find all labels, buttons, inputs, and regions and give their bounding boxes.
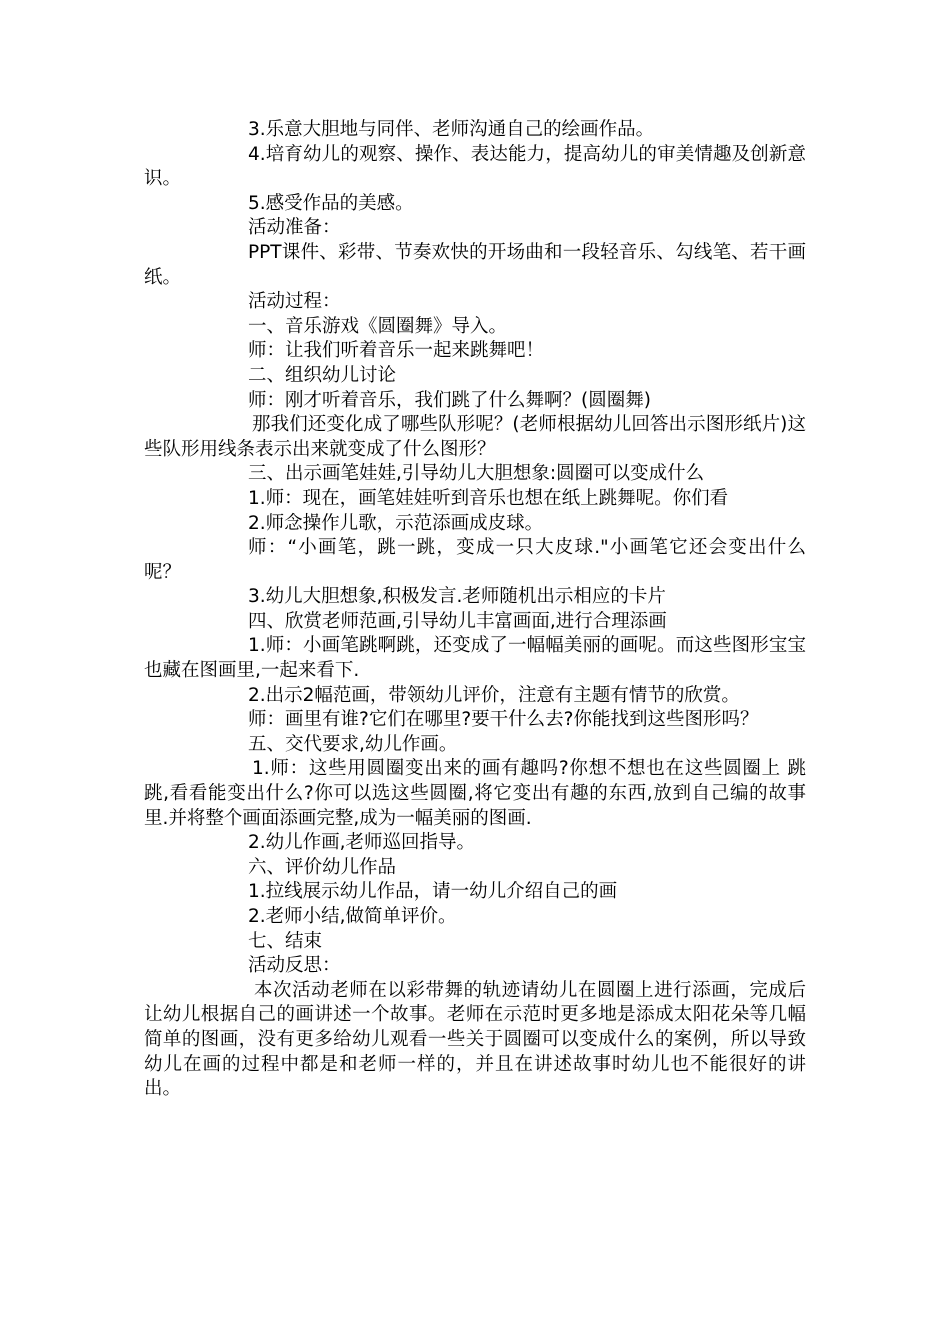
step-4-question: 师：画里有谁?它们在哪里?要干什么去?你能找到这些图形吗？: [248, 709, 759, 731]
step-4-item-1: 1.师：小画笔跳啊跳，还变成了一幅幅美丽的画呢。而这些图形宝宝也藏在图画里,一起来看下.: [144, 635, 806, 682]
step-5-item-2: 2.幼儿作画,老师巡回指导。: [248, 832, 476, 854]
step-2-text-b: 那我们还变化成了哪些队形呢？(老师根据幼儿回答出示图形纸片)这些队形用线条表示出来就变成了什么图形？: [144, 414, 806, 460]
preparation-text: PPT课件、彩带、节奏欢快的开场曲和一段轻音乐、勾线笔、若干画纸。: [144, 241, 806, 288]
step-5-item-1: 1.师：这些用圆圈变出来的画有趣吗?你想不想也在这些圆圈上 跳跳,看看能变出什么?你可以选这些圆圈,将它变出有趣的东西,放到自己编的故事里.并将整个画面添画完整,成为一幅美丽的图画.: [144, 758, 806, 829]
step-3-heading: 三、出示画笔娃娃,引导幼儿大胆想象:圆圈可以变成什么: [248, 463, 705, 485]
objective-4: 4.培育幼儿的观察、操作、表达能力，提高幼儿的审美情趣及创新意识。: [144, 143, 806, 190]
objective-5: 5.感受作品的美感。: [248, 192, 414, 214]
step-7-heading: 七、结束: [248, 930, 323, 952]
step-6-item-1: 1.拉线展示幼儿作品，请一幼儿介绍自己的画: [248, 881, 618, 903]
document-body: [144, 118, 806, 1102]
step-2-heading: 二、组织幼儿讨论: [248, 364, 397, 386]
section-heading-process: 活动过程：: [248, 291, 341, 313]
step-4-heading: 四、欣赏老师范画,引导幼儿丰富画面,进行合理添画: [248, 610, 667, 632]
step-2-text-a: 师：刚才听着音乐，我们跳了什么舞啊？(圆圈舞): [248, 389, 651, 411]
step-3-item-1: 1.师：现在，画笔娃娃听到音乐也想在纸上跳舞呢。你们看: [248, 487, 729, 509]
step-1-text: 师：让我们听着音乐一起来跳舞吧！: [248, 340, 545, 362]
step-6-heading: 六、评价幼儿作品: [248, 856, 397, 878]
section-heading-reflection: 活动反思：: [248, 955, 341, 977]
objective-3: 3.乐意大胆地与同伴、老师沟通自己的绘画作品。: [248, 119, 655, 140]
step-6-item-2: 2.老师小结,做简单评价。: [248, 906, 457, 927]
section-heading-preparation: 活动准备：: [248, 217, 341, 239]
step-3-quote: 师：“小画笔，跳一跳，变成一只大皮球."小画笔它还会变出什么呢？: [144, 537, 806, 583]
step-3-item-2: 2.师念操作儿歌，示范添画成皮球。: [248, 512, 544, 534]
step-3-item-3: 3.幼儿大胆想象,积极发言.老师随机出示相应的卡片: [248, 586, 666, 608]
step-1-heading: 一、音乐游戏《圆圈舞》导入。: [248, 315, 508, 337]
step-4-item-2: 2.出示2幅范画，带领幼儿评价，注意有主题有情节的欣赏。: [248, 684, 740, 706]
reflection-text: 本次活动老师在以彩带舞的轨迹请幼儿在圆圈上进行添画，完成后让幼儿根据自己的画讲述一个故事。老师在示范时更多地是添成太阳花朵等几幅简单的图画，没有更多给幼儿观看一些关于圆圈可以变成什么的案例，所以导致幼儿在画的过程中都是和老师一样的，并且在讲述故事时幼儿也不能很好的讲出。: [144, 979, 806, 1100]
step-5-heading: 五、交代要求,幼儿作画。: [248, 733, 458, 755]
